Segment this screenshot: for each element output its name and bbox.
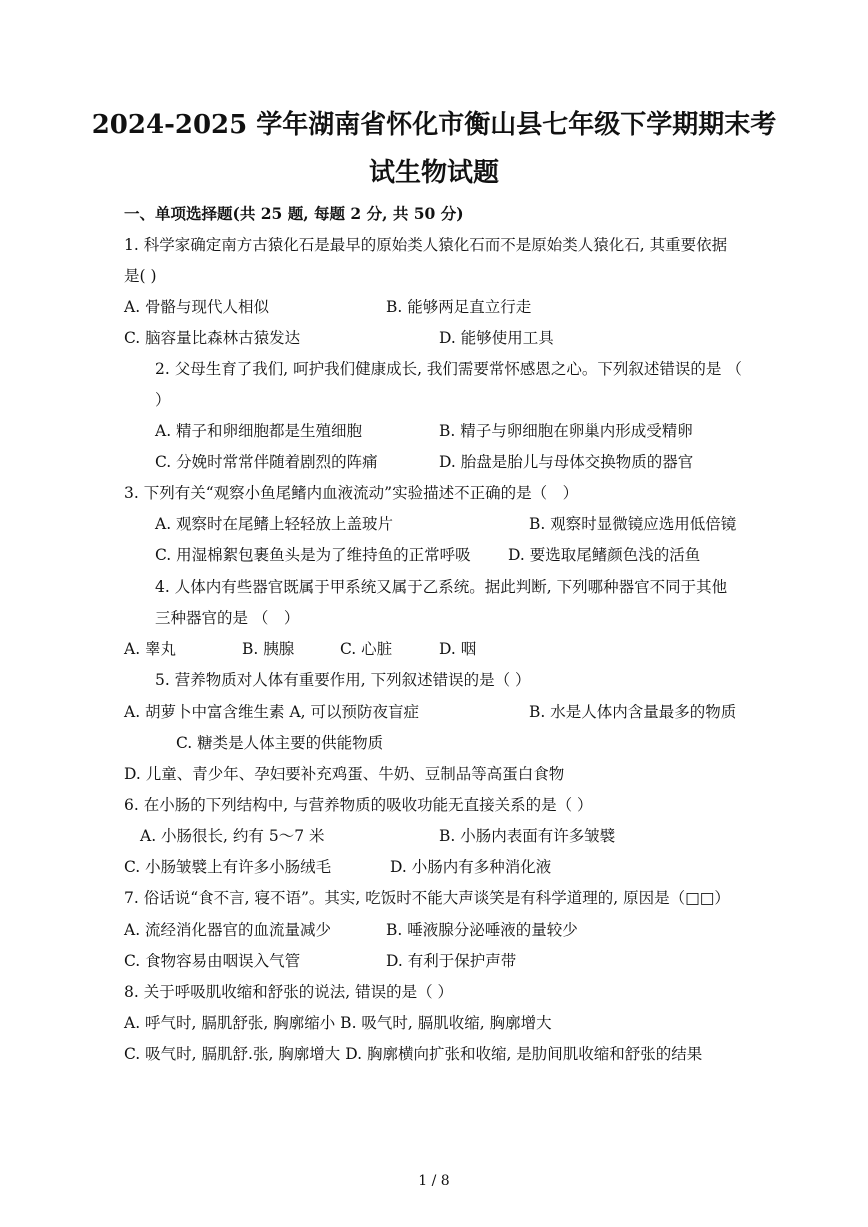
page-number: 1 / 8 xyxy=(418,1173,450,1189)
q7-option-c: C. 食物容易由咽误入气管 xyxy=(124,952,301,970)
q3-option-a: A. 观察时在尾鳍上轻轻放上盖玻片 xyxy=(155,515,394,533)
q2-option-d: D. 胎盘是胎儿与母体交换物质的器官 xyxy=(439,453,694,471)
q6-option-a: A. 小肠很长, 约有 5～7 米 xyxy=(140,827,325,845)
q1-option-d: D. 能够使用工具 xyxy=(439,329,554,347)
q1-option-a: A. 骨骼与现代人相似 xyxy=(124,298,270,316)
q2-stem: 2. 父母生育了我们, 呵护我们健康成长, 我们需要常怀感恩之心。下列叙述错误的是 （ xyxy=(155,360,742,378)
q4-option-a: A. 睾丸 xyxy=(124,640,177,658)
q7-option-b: B. 唾液腺分泌唾液的量较少 xyxy=(386,921,578,939)
q2-option-c: C. 分娩时常常伴随着剧烈的阵痛 xyxy=(155,453,378,471)
q6-option-d: D. 小肠内有多种消化液 xyxy=(390,858,552,876)
section-heading: 一、单项选择题(共 25 题, 每题 2 分, 共 50 分) xyxy=(124,204,464,223)
q4-option-c: C. 心脏 xyxy=(340,640,393,658)
q7-option-d: D. 有利于保护声带 xyxy=(386,952,517,970)
doc-title-line1: 2024-2025 学年湖南省怀化市衡山县七年级下学期期末考 xyxy=(91,110,777,140)
q8-stem: 8. 关于呼吸肌收缩和舒张的说法, 错误的是（ ） xyxy=(124,983,453,1001)
q4-option-b: B. 胰腺 xyxy=(242,640,295,658)
q1-option-c: C. 脑容量比森林古猿发达 xyxy=(124,329,301,347)
q2-option-a: A. 精子和卵细胞都是生殖细胞 xyxy=(155,422,363,440)
q7-stem: 7. 俗话说“食不言, 寝不语”。其实, 吃饭时不能大声谈笑是有科学道理的, 原因是（□□） xyxy=(124,889,730,907)
q8-options-cd: C. 吸气时, 膈肌舒.张, 胸廓增大 D. 胸廓横向扩张和收缩, 是肋间肌收缩和舒张的结果 xyxy=(124,1045,703,1063)
q7-option-a: A. 流经消化器官的血流量减少 xyxy=(124,921,332,939)
q6-option-c: C. 小肠皱襞上有许多小肠绒毛 xyxy=(124,858,332,876)
q3-stem: 3. 下列有关“观察小鱼尾鳍内血液流动”实验描述不正确的是（ ） xyxy=(124,484,579,502)
q2-option-b: B. 精子与卵细胞在卵巢内形成受精卵 xyxy=(439,422,693,440)
q6-option-b: B. 小肠内表面有许多皱襞 xyxy=(439,827,616,845)
q4-stem: 4. 人体内有些器官既属于甲系统又属于乙系统。据此判断, 下列哪种器官不同于其他 xyxy=(155,578,728,596)
q2-stem-cont: ） xyxy=(155,391,171,409)
q4-stem-cont: 三种器官的是 （ ） xyxy=(155,609,300,627)
q1-option-b: B. 能够两足直立行走 xyxy=(386,298,532,316)
q1-stem: 1. 科学家确定南方古猿化石是最早的原始类人猿化石而不是原始类人猿化石, 其重要依据 xyxy=(124,236,728,254)
q5-option-c: C. 糖类是人体主要的供能物质 xyxy=(176,734,384,752)
q5-option-d: D. 儿童、青少年、孕妇要补充鸡蛋、牛奶、豆制品等高蛋白食物 xyxy=(124,765,565,783)
q6-stem: 6. 在小肠的下列结构中, 与营养物质的吸收功能无直接关系的是（ ） xyxy=(124,796,593,814)
q8-options-ab: A. 呼气时, 膈肌舒张, 胸廓缩小 B. 吸气时, 膈肌收缩, 胸廓增大 xyxy=(124,1014,552,1032)
q5-option-b: B. 水是人体内含量最多的物质 xyxy=(529,703,737,721)
q5-stem: 5. 营养物质对人体有重要作用, 下列叙述错误的是（ ） xyxy=(155,671,531,689)
q3-option-d: D. 要选取尾鳍颜色浅的活鱼 xyxy=(508,546,701,564)
q1-stem-cont: 是( ) xyxy=(124,267,157,285)
q3-option-c: C. 用湿棉絮包裹鱼头是为了维持鱼的正常呼吸 xyxy=(155,546,471,564)
q4-option-d: D. 咽 xyxy=(439,640,477,658)
doc-title-line2: 试生物试题 xyxy=(368,158,499,188)
q5-option-a: A. 胡萝卜中富含维生素 A, 可以预防夜盲症 xyxy=(124,703,420,721)
q3-option-b: B. 观察时显微镜应选用低倍镜 xyxy=(529,515,737,533)
